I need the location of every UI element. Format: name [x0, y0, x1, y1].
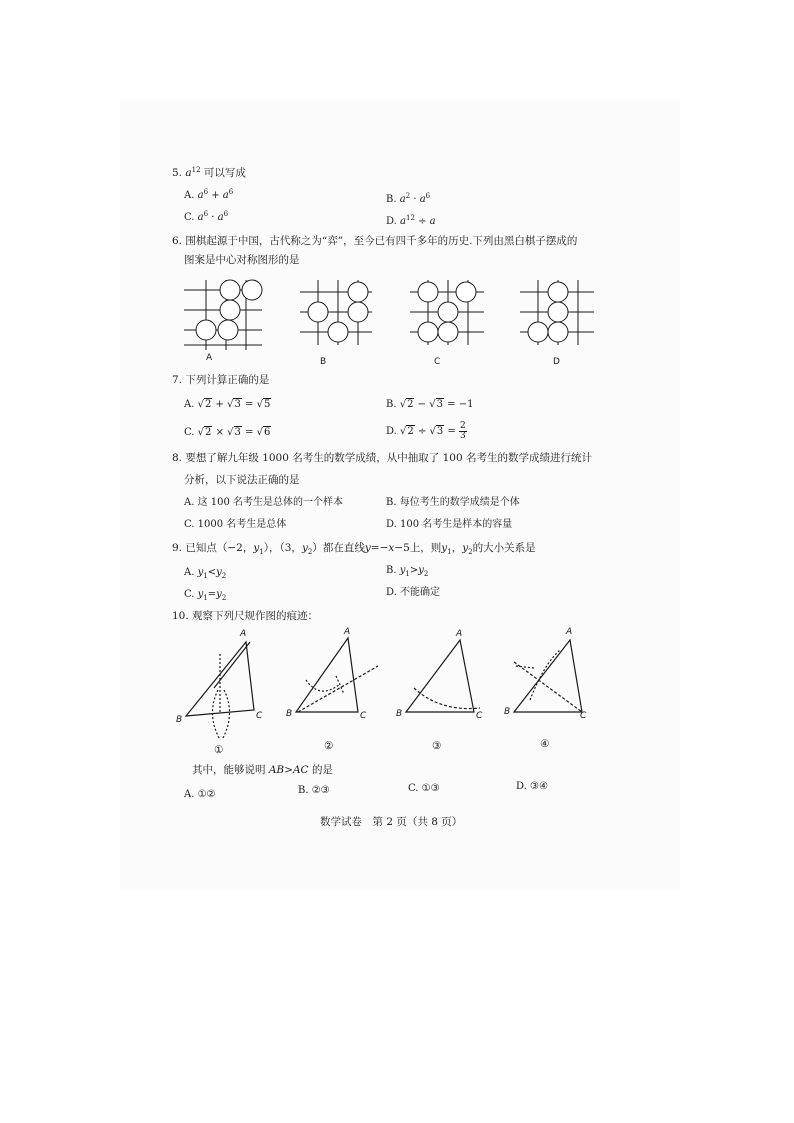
- fig1-vertex-a: A: [240, 629, 247, 639]
- q8-option-d: D. 100 名考生是样本的容量: [386, 519, 513, 530]
- fig4-vertex-a: A: [566, 627, 573, 637]
- fig1-vertex-c: C: [256, 711, 263, 721]
- q6-stem-line2: 图案是中心对称图形的是: [184, 254, 300, 266]
- fig1-vertex-b: B: [176, 715, 183, 725]
- q9-option-d: D. 不能确定: [386, 587, 441, 598]
- q10-option-a: A. ①②: [184, 789, 216, 800]
- q8-stem-line1: 8. 要想了解九年级 1000 名考生的数学成绩，从中抽取了 100 名考生的数学成绩进行统计: [172, 452, 592, 464]
- fig3-vertex-c: C: [476, 711, 483, 721]
- q8-option-a: A. 这 100 名考生是总体的一个样本: [184, 497, 344, 508]
- q9-stem: 9. 已知点（−2，$y_1$），（3，$y_2$）都在直线y=−x−5上，则$y_1$，$y_2$的大小关系是: [172, 542, 536, 556]
- fig2-vertex-b: B: [286, 709, 293, 719]
- fig3-vertex-a: A: [456, 629, 463, 639]
- fig4-vertex-b: B: [504, 707, 511, 717]
- q7-option-d: D. √2 ÷ √3 = $\frac{2}{3}$: [386, 421, 466, 441]
- q8-stem-line2: 分析，以下说法正确的是: [184, 474, 300, 486]
- q9-option-a: A. $y_1<y_2$: [184, 567, 227, 580]
- q6-label-a: A: [206, 353, 213, 363]
- q10-option-d: D. ③④: [516, 781, 548, 792]
- q8-option-c: C. 1000 名考生是总体: [184, 519, 287, 530]
- q7-option-c: C. √2 × √3 = √6: [184, 427, 271, 438]
- q8-option-b: B. 每位考生的数学成绩是个体: [386, 497, 520, 508]
- q10-figure-label-4: ④: [540, 738, 550, 750]
- q10-sub-question: 其中，能够说明 AB>AC 的是: [192, 764, 333, 776]
- q5-option-c: C. $a^6 \cdot a^6$: [184, 210, 229, 223]
- q10-option-b: B. ②③: [298, 785, 330, 796]
- q10-figure-label-2: ②: [324, 740, 334, 752]
- fig4-vertex-c: C: [580, 711, 587, 721]
- q5-option-a: A. $a^6 + a^6$: [184, 188, 234, 201]
- fig2-vertex-a: A: [344, 627, 351, 637]
- q7-option-a: A. √2 + √3 = √5: [184, 399, 271, 410]
- q7-stem: 7. 下列计算正确的是: [172, 374, 270, 386]
- q10-figure-label-1: ①: [214, 744, 224, 756]
- fig2-vertex-c: C: [360, 711, 367, 721]
- q10-stem: 10. 观察下列尺规作图的痕迹：: [172, 610, 319, 622]
- fig3-vertex-b: B: [396, 709, 403, 719]
- q9-option-b: B. $y_1>y_2$: [386, 565, 429, 578]
- q6-stem-line1: 6. 围棋起源于中国，古代称之为“弈”，至今已有四千多年的历史.下列由黑白棋子摆成的: [172, 235, 578, 247]
- q5-option-b: B. $a^2 \cdot a^6$: [386, 192, 431, 205]
- q6-label-d: D: [553, 357, 560, 367]
- q6-label-b: B: [320, 357, 327, 367]
- q9-option-c: C. $y_1=y_2$: [184, 589, 227, 602]
- q5-option-d: D. $a^{12} \div a$: [386, 214, 436, 227]
- q6-label-c: C: [434, 357, 441, 367]
- q10-figure-label-3: ③: [432, 740, 442, 752]
- q7-option-b: B. √2 − √3 = −1: [386, 399, 474, 410]
- q10-option-c: C. ①③: [408, 783, 440, 794]
- page-footer: 数学试卷 第 2 页（共 8 页）: [320, 816, 463, 828]
- q5-stem: 5. $a^{12}$ 可以写成: [172, 166, 246, 179]
